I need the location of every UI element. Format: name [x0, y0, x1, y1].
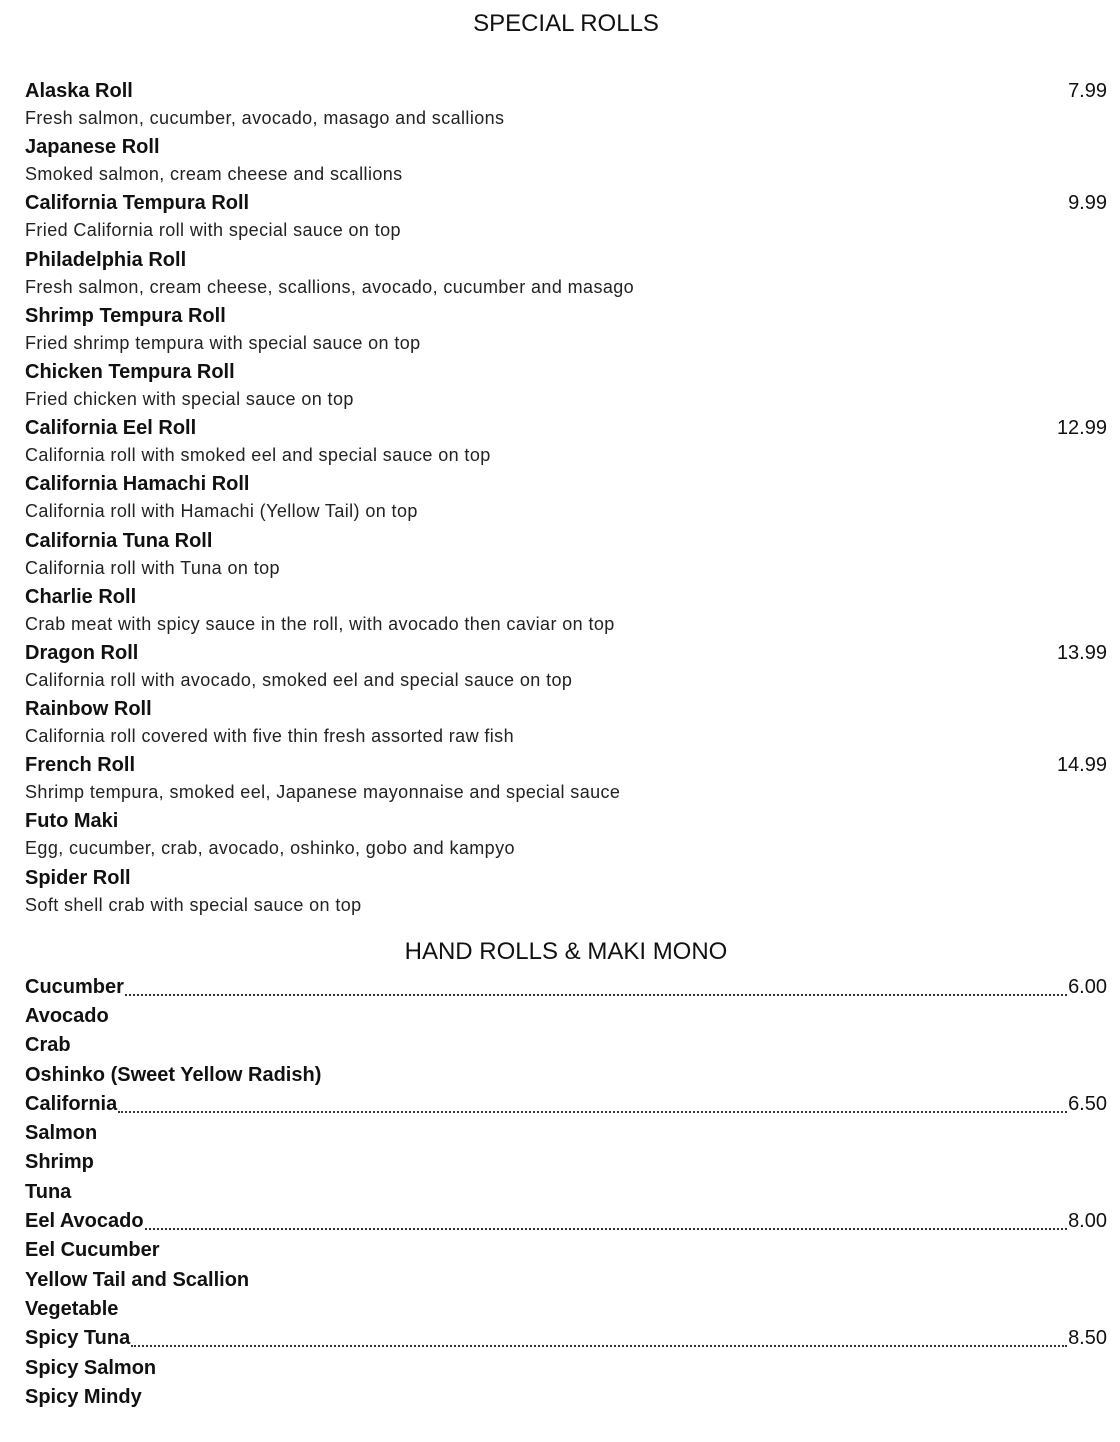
roll-name: Japanese Roll: [25, 136, 160, 159]
roll-description: California roll with Tuna on top: [25, 557, 280, 578]
hand-roll-name: Spicy Tuna: [25, 1327, 131, 1350]
special-roll-item: [25, 415, 1107, 471]
special-roll-item: [25, 584, 1107, 640]
roll-name: Philadelphia Roll: [25, 248, 187, 271]
roll-description: Fresh salmon, cream cheese, scallions, avocado, cucumber and masago: [25, 276, 635, 297]
hand-roll-item: [25, 1148, 1107, 1177]
special-roll-item: [25, 359, 1107, 415]
hand-roll-item: [25, 972, 1107, 1001]
roll-description: Fresh salmon, cucumber, avocado, masago and scallions: [25, 108, 505, 128]
hand-roll-item: [25, 1206, 1107, 1235]
hand-roll-name: Shrimp: [25, 1151, 94, 1174]
hand-roll-name: Tuna: [25, 1180, 72, 1203]
hand-roll-name: Avocado: [25, 1004, 109, 1027]
hand-roll-name: Spicy Mindy: [25, 1385, 142, 1408]
hand-roll-name: Yellow Tail and Scallion: [25, 1268, 250, 1291]
hand-roll-item: [25, 1382, 1107, 1411]
roll-description: Shrimp tempura, smoked eel, Japanese mayonnaise and special sauce: [25, 782, 621, 803]
hand-roll-item: [25, 1177, 1107, 1206]
hand-roll-name: Salmon: [25, 1122, 98, 1145]
roll-description: California roll with smoked eel and special sauce on top: [25, 445, 491, 466]
hand-roll-name: Spicy Salmon: [25, 1356, 157, 1379]
roll-description: California roll with Hamachi (Yellow Tail) on top: [25, 501, 418, 522]
roll-name: Chicken Tempura Roll: [25, 360, 235, 383]
roll-name: Spider Roll: [25, 866, 131, 889]
hand-roll-name: Vegetable: [25, 1297, 119, 1320]
roll-description: Fried shrimp tempura with special sauce on top: [25, 332, 421, 353]
roll-name: Charlie Roll: [25, 585, 137, 608]
roll-name: California Tempura Roll: [25, 192, 250, 215]
roll-name: Rainbow Roll: [25, 698, 152, 721]
roll-name: Dragon Roll: [25, 641, 139, 664]
hand-roll-name: Crab: [25, 1034, 71, 1057]
hand-roll-price: 8.50: [1068, 1327, 1107, 1350]
roll-name: California Hamachi Roll: [25, 473, 250, 496]
special-roll-item: [25, 752, 1107, 808]
special-rolls-list: [25, 78, 1107, 921]
special-roll-item: [25, 696, 1107, 752]
roll-name: Alaska Roll: [25, 80, 133, 102]
special-roll-item: [25, 865, 1107, 921]
roll-description: California roll with avocado, smoked eel and special sauce on top: [25, 669, 573, 690]
hand-roll-price: 8.00: [1068, 1210, 1107, 1233]
hand-roll-item: [25, 1060, 1107, 1089]
hand-roll-price: 6.50: [1068, 1092, 1107, 1115]
hand-rolls-list: [25, 972, 1107, 1411]
hand-roll-name: Eel Avocado: [25, 1210, 144, 1233]
special-roll-item: [25, 78, 1107, 134]
hand-roll-item: [25, 1353, 1107, 1382]
dot-leader: [118, 1111, 1067, 1113]
hand-rolls-title: HAND ROLLS & MAKI MONO: [404, 938, 728, 965]
hand-roll-item: [25, 1089, 1107, 1118]
roll-price: 14.99: [1056, 754, 1107, 777]
special-roll-item: [25, 528, 1107, 584]
hand-roll-name: Oshinko (Sweet Yellow Radish): [25, 1063, 322, 1086]
hand-roll-item: [25, 1236, 1107, 1265]
dot-leader: [145, 1228, 1068, 1230]
dot-leader: [125, 994, 1067, 996]
roll-description: Smoked salmon, cream cheese and scallions: [25, 164, 403, 185]
roll-name: California Eel Roll: [25, 417, 197, 440]
special-roll-item: [25, 303, 1107, 359]
roll-description: Crab meat with spicy sauce in the roll, with avocado then caviar on top: [25, 613, 615, 634]
roll-description: Fried California roll with special sauce on top: [25, 220, 401, 241]
roll-name: California Tuna Roll: [25, 529, 213, 552]
roll-description: Egg, cucumber, crab, avocado, oshinko, gobo and kampyo: [25, 838, 515, 859]
special-roll-item: [25, 640, 1107, 696]
hand-roll-item: [25, 1324, 1107, 1353]
roll-name: Shrimp Tempura Roll: [25, 304, 226, 327]
roll-description: California roll covered with five thin fresh assorted raw fish: [25, 726, 514, 747]
special-rolls-title: SPECIAL ROLLS: [473, 10, 659, 37]
roll-name: French Roll: [25, 754, 136, 777]
hand-roll-item: [25, 1001, 1107, 1030]
special-roll-item: [25, 134, 1107, 190]
roll-description: Soft shell crab with special sauce on top: [25, 894, 362, 915]
hand-roll-item: [25, 1118, 1107, 1147]
hand-roll-item: [25, 1265, 1107, 1294]
hand-roll-name: California: [25, 1092, 118, 1115]
roll-name: Futo Maki: [25, 810, 119, 833]
hand-roll-item: [25, 1294, 1107, 1323]
dot-leader: [131, 1345, 1067, 1347]
hand-roll-item: [25, 1031, 1107, 1060]
special-roll-item: [25, 471, 1107, 527]
roll-price: 13.99: [1056, 641, 1107, 664]
special-roll-item: [25, 190, 1107, 246]
special-roll-item: [25, 808, 1107, 864]
hand-roll-name: Eel Cucumber: [25, 1239, 160, 1262]
roll-description: Fried chicken with special sauce on top: [25, 388, 354, 409]
roll-price: 12.99: [1056, 417, 1107, 440]
roll-price: 9.99: [1068, 192, 1107, 215]
roll-price: 7.99: [1068, 80, 1107, 102]
hand-roll-name: Cucumber: [25, 975, 124, 998]
hand-roll-price: 6.00: [1068, 975, 1107, 998]
special-roll-item: [25, 247, 1107, 303]
